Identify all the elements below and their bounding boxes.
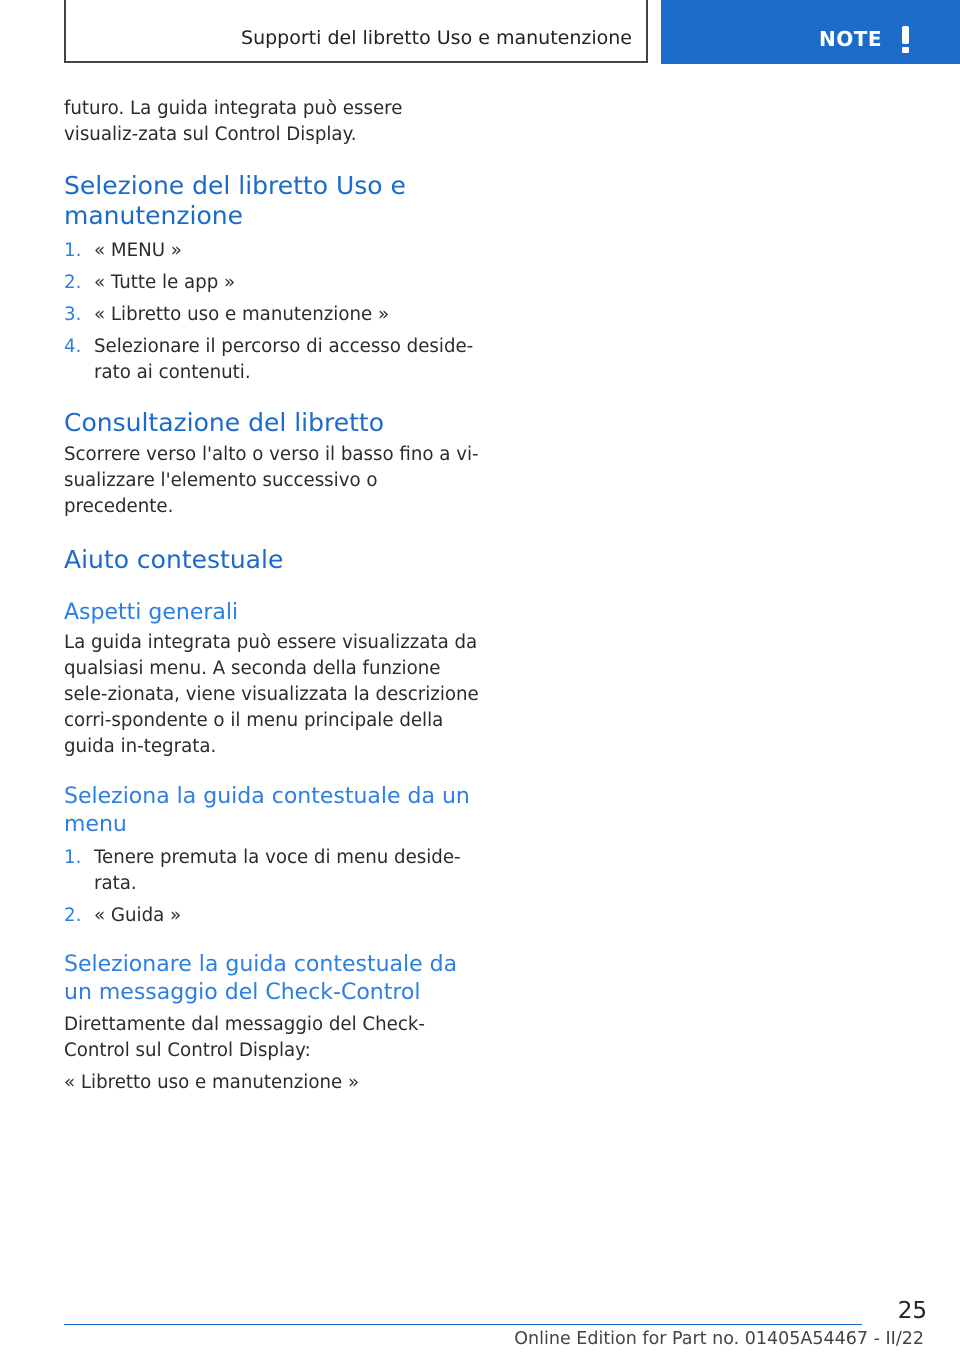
step-text: Selezionare il percorso di accesso deside-rato ai contenuti. xyxy=(94,336,474,383)
step-text: « MENU » xyxy=(94,240,182,261)
general-paragraph: La guida integrata può essere visualizzata da qualsiasi menu. A seconda della funzione sele-zionata, viene visualizzata la descrizione corri-spondente o il menu principale della guida in-tegrata. xyxy=(64,632,479,757)
step-number: 1. xyxy=(64,240,82,261)
check-control-path: « Libretto uso e manutenzione » xyxy=(64,1072,360,1093)
selection-steps xyxy=(64,238,482,386)
section-heading-context-help: Aiuto contestuale xyxy=(64,545,284,574)
list-item xyxy=(64,238,482,264)
section-heading-consultation: Consultazione del libretto xyxy=(64,408,384,437)
subheading-general: Aspetti generali xyxy=(64,600,239,625)
menu-help-steps xyxy=(64,845,482,929)
exclamation-icon xyxy=(899,26,913,54)
list-item xyxy=(64,903,482,929)
intro-paragraph: futuro. La guida integrata può essere visualiz-zata sul Control Display. xyxy=(64,98,403,145)
step-text: « Tutte le app » xyxy=(94,272,236,293)
step-number: 1. xyxy=(64,847,82,868)
header-title-box xyxy=(64,0,648,63)
section-tab xyxy=(661,0,960,64)
check-control-paragraph: Direttamente dal messaggio del Check-Control sul Control Display: xyxy=(64,1014,425,1061)
subheading-check-control: Selezionare la guida contestuale da un messaggio del Check-Control xyxy=(64,952,458,1005)
list-item xyxy=(64,334,482,386)
footer-divider xyxy=(64,1324,862,1325)
subheading-menu-help: Seleziona la guida contestuale da un menu xyxy=(64,784,470,837)
step-text: Tenere premuta la voce di menu deside-rata. xyxy=(94,847,461,894)
chapter-title: Supporti del libretto Uso e manutenzione xyxy=(241,27,632,49)
list-item xyxy=(64,845,482,897)
step-number: 4. xyxy=(64,336,82,357)
page-content xyxy=(64,96,482,1096)
consultation-paragraph: Scorrere verso l'alto o verso il basso fino a vi-sualizzare l'elemento successivo o precedente. xyxy=(64,444,479,517)
page-number: 25 xyxy=(897,1298,927,1324)
footer-edition: Online Edition for Part no. 01405A54467 - II/22 xyxy=(514,1329,924,1349)
section-tab-label: NOTE xyxy=(819,27,883,51)
list-item xyxy=(64,270,482,296)
step-number: 3. xyxy=(64,304,82,325)
step-number: 2. xyxy=(64,905,82,926)
list-item xyxy=(64,302,482,328)
step-text: « Libretto uso e manutenzione » xyxy=(94,304,390,325)
step-number: 2. xyxy=(64,272,82,293)
step-text: « Guida » xyxy=(94,905,182,926)
section-heading-selection: Selezione del libretto Uso e manutenzione xyxy=(64,171,406,230)
